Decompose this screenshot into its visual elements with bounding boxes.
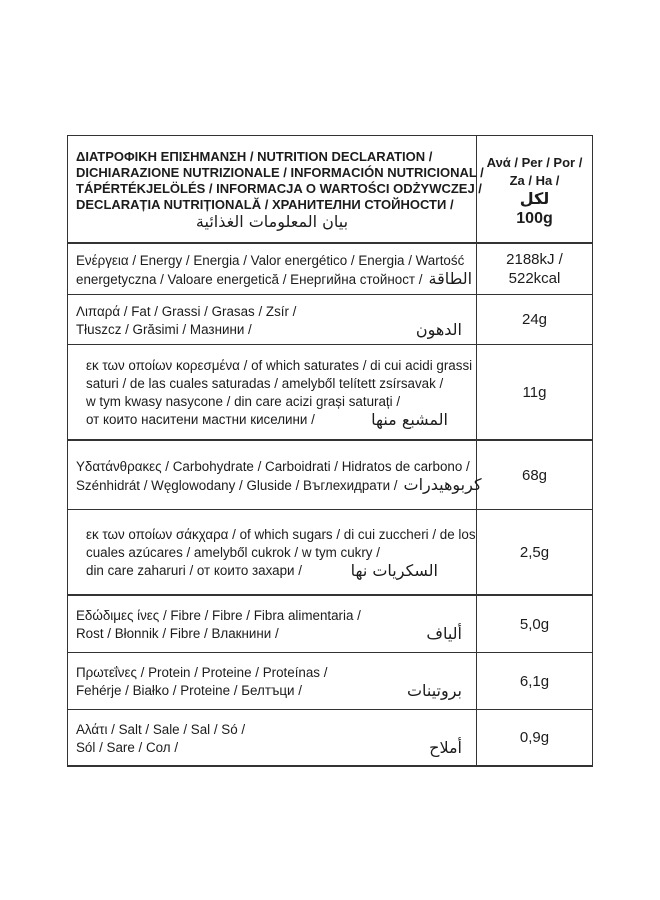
value-line: 68g (521, 466, 548, 484)
header-line: DECLARAȚIA NUTRIȚIONALĂ / ХРАНИТЕЛНИ СТОЙНОСТИ / (76, 197, 454, 212)
row-line: Υδατάνθρακες / Carbohydrate / Carboidrati / Hidratos de carbono / (76, 458, 470, 474)
row-line: Πρωτεΐνες / Protein / Proteine / Proteínas / (76, 665, 328, 680)
fat-value (477, 295, 592, 344)
header-row (68, 136, 592, 242)
row-line: εκ των οποίων κορεσμένα / of which saturates / di cui acidi grassi (86, 358, 473, 373)
nutrition-table (67, 135, 593, 767)
row-line: Tłuszcz / Grăsimi / Мазнини / الدهون (76, 319, 462, 339)
row-line: Sól / Sare / Сол / أملاح (76, 737, 462, 757)
value-line: 0,9g (519, 729, 550, 746)
energy-label (68, 244, 477, 294)
carbohydrate-arabic: كربوهيدرات (403, 474, 482, 494)
sugars-label (68, 510, 477, 594)
saturates-label (68, 345, 477, 439)
value-line: 522kcal (508, 270, 561, 287)
header-line: DICHIARAZIONE NUTRIZIONALE / INFORMACIÓN NUTRICIONAL / (76, 165, 484, 180)
salt-value (477, 710, 592, 765)
saturates-row (68, 344, 592, 439)
value-line: 11g (522, 383, 547, 401)
header-per (477, 136, 592, 242)
sugars-row (68, 509, 592, 594)
energy-value (477, 244, 592, 294)
salt-label (68, 710, 477, 765)
protein-row (68, 652, 592, 709)
salt-row (68, 709, 592, 765)
protein-label (68, 653, 477, 709)
header-line: TÁPÉRTÉKJELÖLÉS / INFORMACJA O WARTOŚCI ODŻYWCZEJ / (76, 181, 482, 196)
protein-value (477, 653, 592, 709)
row-line: cuales azúcares / amelyből cukrok / w tym cukry / (86, 545, 380, 560)
row-line: Εδώδιμες ίνες / Fibre / Fibre / Fibra alimentaria / (76, 608, 361, 623)
header-arabic: بيان المعلومات الغذائية (195, 212, 349, 231)
value-line: 5,0g (519, 615, 550, 633)
row-line: saturi / de las cuales saturadas / amelyből telített zsírsavak / (86, 376, 444, 391)
row-line: Rost / Błonnik / Fibre / Влакнини / ألياف (76, 624, 462, 643)
fibre-arabic: ألياف (426, 624, 462, 643)
row-line: Ενέργεια / Energy / Energia / Valor energético / Energia / Wartość (76, 252, 465, 268)
carbohydrate-row (68, 439, 592, 509)
row-line: от които наситени мастни киселини / المشبع منها (86, 410, 448, 429)
fat-row (68, 294, 592, 344)
per-line: Ανά / Per / Por / (486, 155, 583, 170)
energy-row (68, 242, 592, 294)
row-line: εκ των οποίων σάκχαρα / of which sugars / di cui zuccheri / de los (86, 527, 476, 542)
carbohydrate-value (477, 441, 592, 509)
header-line: ΔΙΑΤΡΟΦΙΚΗ ΕΠΙΣΗΜΑΝΣΗ / NUTRITION DECLARATION / (76, 149, 433, 164)
value-line: 24g (521, 311, 548, 328)
per-line: Za / Ha / (509, 173, 560, 188)
row-line: w tym kwasy nasycone / din care acizi grași saturați / (86, 394, 401, 409)
row-line: din care zaharuri / от които захари / السكريات نها (86, 561, 438, 580)
row-line: Szénhidrát / Węglowodany / Gluside / Въглехидрати / كربوهيدرات (76, 474, 482, 494)
value-line: 2,5g (519, 543, 550, 561)
row-line: Αλάτι / Salt / Sale / Sal / Só / (76, 721, 246, 737)
header-label (68, 136, 484, 242)
per-unit: 100g (516, 210, 553, 227)
fat-label (68, 295, 477, 344)
per-line-arabic: لكل (519, 189, 550, 208)
saturates-value (477, 345, 592, 439)
sugars-arabic: السكريات نها (350, 561, 438, 580)
row-line: Fehérje / Białko / Proteine / Белтъци / بروتينات (76, 681, 462, 700)
fibre-value (477, 596, 592, 652)
fibre-row (68, 594, 592, 652)
row-line: Λιπαρά / Fat / Grassi / Grasas / Zsír / (76, 303, 297, 319)
value-line: 6,1g (519, 672, 550, 690)
protein-arabic: بروتينات (406, 681, 462, 700)
carbohydrate-label (68, 441, 482, 509)
energy-arabic: الطاقة (428, 268, 473, 288)
fibre-label (68, 596, 477, 652)
salt-arabic: أملاح (429, 737, 462, 757)
value-line: 2188kJ / (506, 251, 563, 268)
row-line: energetyczna / Valoare energetică / Енергийна стойност / الطاقة (76, 268, 473, 288)
fat-arabic: الدهون (415, 319, 462, 339)
sugars-value (477, 510, 592, 594)
saturates-arabic: المشبع منها (371, 410, 448, 429)
